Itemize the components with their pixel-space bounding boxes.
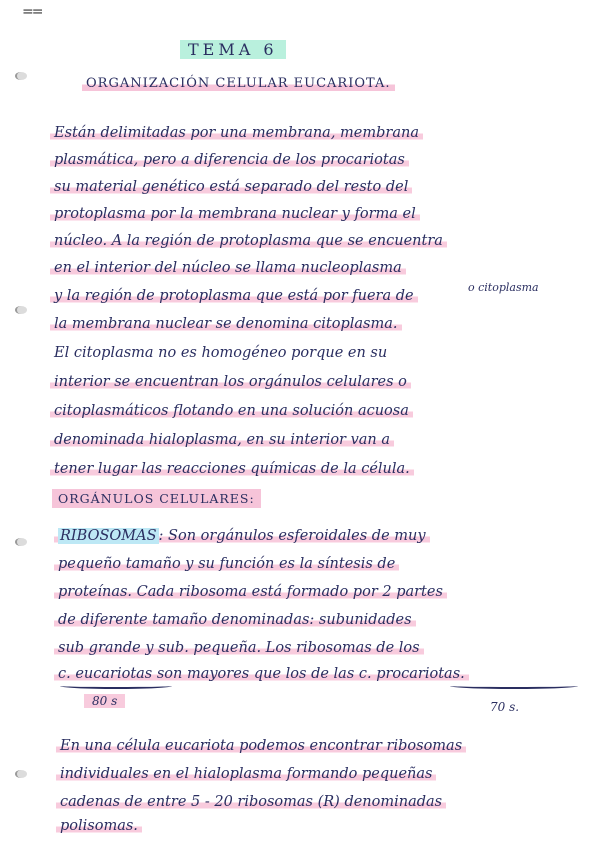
punch-hole-icon bbox=[15, 72, 27, 80]
page-title: TEMA 6 bbox=[180, 40, 286, 59]
punch-hole-icon bbox=[15, 306, 27, 314]
text-line: núcleo. A la región de protoplasma que se encuentra bbox=[50, 233, 447, 249]
text-line: c. eucariotas son mayores que los de las c. procariotas. bbox=[54, 666, 469, 682]
ribosomas-label: RIBOSOMAS bbox=[60, 528, 157, 544]
text-line: de diferente tamaño denominadas: subunidades bbox=[54, 612, 416, 628]
text-line: citoplasmáticos flotando en una solución acuosa bbox=[50, 403, 413, 419]
punch-hole-icon bbox=[15, 538, 27, 546]
text-line: denominada hialoplasma, en su interior van a bbox=[50, 432, 394, 448]
text-line: su material genético está separado del resto del bbox=[50, 179, 412, 195]
text-line: pequeño tamaño y su función es la síntesis de bbox=[54, 556, 399, 572]
text-line: cadenas de entre 5 - 20 ribosomas (R) denominadas bbox=[56, 794, 446, 810]
ribosomas-first-line bbox=[54, 528, 430, 544]
text-line: la membrana nuclear se denomina citoplasma. bbox=[50, 316, 402, 332]
text-line: El citoplasma no es homogéneo porque en su bbox=[54, 345, 388, 361]
corner-mark: == bbox=[22, 4, 42, 20]
note-70s: 70 s. bbox=[490, 700, 520, 714]
underline-brace bbox=[450, 683, 578, 689]
text-line: individuales en el hialoplasma formando pequeñas bbox=[56, 766, 436, 782]
text-line: tener lugar las reacciones químicas de la célula. bbox=[50, 461, 414, 477]
text-line: En una célula eucariota podemos encontrar ribosomas bbox=[56, 738, 466, 754]
text-line: plasmática, pero a diferencia de los procariotas bbox=[50, 152, 409, 168]
margin-annotation: o citoplasma bbox=[468, 281, 539, 294]
text-line: en el interior del núcleo se llama nucleoplasma bbox=[50, 260, 406, 276]
page-subtitle: ORGANIZACIÓN CELULAR EUCARIOTA. bbox=[82, 76, 395, 91]
text-line: protoplasma por la membrana nuclear y forma el bbox=[50, 206, 420, 222]
section-title: ORGÁNULOS CELULARES: bbox=[52, 489, 261, 508]
text-line: y la región de protoplasma que está por fuera de bbox=[50, 288, 418, 304]
text-line: sub grande y sub. pequeña. Los ribosomas de los bbox=[54, 640, 424, 656]
punch-hole-icon bbox=[15, 770, 27, 778]
text-line: interior se encuentran los orgánulos celulares o bbox=[50, 374, 411, 390]
ribosomas-definition: : Son orgánulos esferoidales de muy bbox=[158, 528, 426, 544]
underline-brace bbox=[60, 683, 172, 689]
text-line: proteínas. Cada ribosoma está formado por 2 partes bbox=[54, 584, 447, 600]
note-80s: 80 s bbox=[84, 694, 125, 708]
text-line: polisomas. bbox=[56, 818, 142, 834]
text-line: Están delimitadas por una membrana, membrana bbox=[50, 125, 423, 141]
